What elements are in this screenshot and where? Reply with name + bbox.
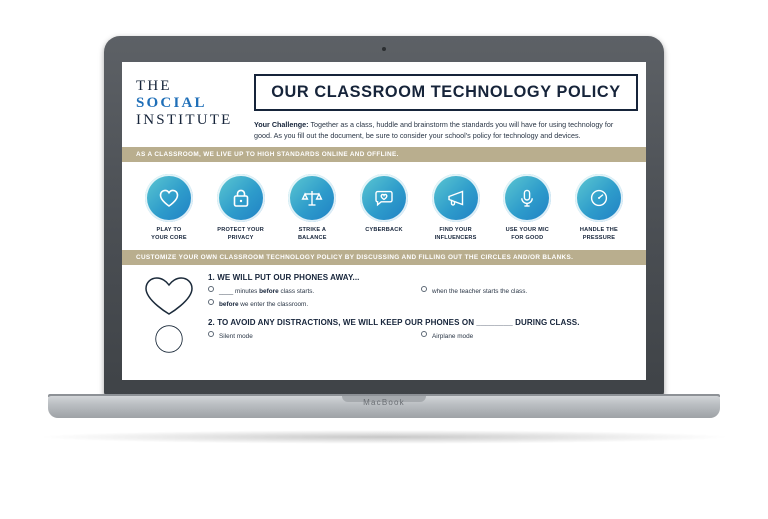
question-1-options-left [208, 287, 421, 312]
standard-label: STRIKE A BALANCE [297, 227, 327, 241]
question-1-options-right [421, 287, 634, 312]
question-1-options [208, 287, 634, 312]
standard-label: HANDLE THE PRESSURE [579, 227, 618, 241]
question-2 [208, 318, 634, 344]
laptop-lid [104, 36, 664, 398]
challenge-text: Together as a class, huddle and brainstorm the standards you will have for using technology for good. As you fill out the document, be sure to consider your school's policy for technology and devices. [254, 120, 614, 141]
option-label: before we enter the classroom. [219, 300, 309, 308]
standard-label: FIND YOUR INFLUENCERS [434, 227, 477, 241]
option-label: when the teacher starts the class. [432, 288, 528, 296]
heart-icon [145, 174, 193, 222]
option-bullet-icon [208, 286, 214, 292]
option-bullet-icon [208, 299, 214, 305]
the-social-institute-logo [136, 74, 242, 141]
standard-item-strike-a-balance[interactable] [281, 174, 343, 242]
chat-heart-icon [360, 174, 408, 222]
logo-line-3: INSTITUTE [136, 111, 233, 128]
macbook-brand-label: MacBook [363, 398, 405, 407]
option-label: ____ minutes before class starts. [219, 288, 315, 296]
standard-label: USE YOUR MIC FOR GOOD [505, 227, 549, 241]
question-2-options [208, 332, 634, 344]
macbook-mockup [104, 36, 664, 428]
option-row[interactable] [208, 287, 421, 297]
logo-line-1: THE [136, 78, 172, 94]
option-bullet-icon [421, 286, 427, 292]
question-1 [208, 273, 634, 312]
customize-banner: CUSTOMIZE YOUR OWN CLASSROOM TECHNOLOGY POLICY BY DISCUSSING AND FILLING OUT THE CIRCLES AND/OR BLANKS. [122, 250, 646, 265]
gauge-icon [575, 174, 623, 222]
option-bullet-icon [421, 331, 427, 337]
questions-section [122, 265, 646, 361]
standard-item-use-your-mic-for-good[interactable] [496, 174, 558, 242]
laptop-screen [122, 62, 646, 380]
option-row[interactable] [421, 287, 634, 297]
webcam-icon [382, 47, 386, 51]
option-label: Airplane mode [432, 332, 474, 340]
option-row[interactable] [421, 332, 634, 342]
laptop-drop-shadow [36, 430, 732, 444]
standards-banner: AS A CLASSROOM, WE LIVE UP TO HIGH STANDARDS ONLINE AND OFFLINE. [122, 147, 646, 162]
challenge-paragraph [254, 119, 614, 141]
standard-item-handle-the-pressure[interactable] [568, 174, 630, 242]
circle-outline-icon [143, 324, 195, 354]
microphone-icon [503, 174, 551, 222]
challenge-label: Your Challenge: [254, 120, 309, 129]
standard-item-play-to-your-core[interactable] [138, 174, 200, 242]
standard-item-protect-your-privacy[interactable] [210, 174, 272, 242]
standard-item-cyberback[interactable] [353, 174, 415, 242]
standard-label: CYBERBACK [365, 227, 403, 234]
question-1-text: 1. WE WILL PUT OUR PHONES AWAY... [208, 273, 360, 283]
standards-row [122, 162, 646, 250]
question-2-text: 2. TO AVOID ANY DISTRACTIONS, WE WILL KEEP OUR PHONES ON ________ DURING CLASS. [208, 317, 580, 327]
question-2-options-left [208, 332, 421, 344]
option-row[interactable] [208, 300, 421, 310]
page-title: OUR CLASSROOM TECHNOLOGY POLICY [271, 82, 621, 101]
questions-column [204, 273, 634, 361]
standard-label: PROTECT YOUR PRIVACY [217, 227, 265, 241]
standard-item-find-your-influencers[interactable] [425, 174, 487, 242]
standard-label: PLAY TO YOUR CORE [151, 227, 187, 241]
classroom-technology-policy-document [122, 62, 646, 380]
question-2-options-right [421, 332, 634, 344]
megaphone-icon [432, 174, 480, 222]
option-bullet-icon [208, 331, 214, 337]
header-right-column [254, 74, 638, 141]
scales-icon [288, 174, 336, 222]
lock-icon [217, 174, 265, 222]
logo-line-2: SOCIAL [136, 94, 207, 111]
page-title-box [254, 74, 638, 111]
option-label: Silent mode [219, 332, 253, 340]
option-row[interactable] [208, 332, 421, 342]
heart-outline-icon [143, 275, 195, 317]
decorative-shapes [134, 273, 204, 361]
document-header [122, 62, 646, 147]
